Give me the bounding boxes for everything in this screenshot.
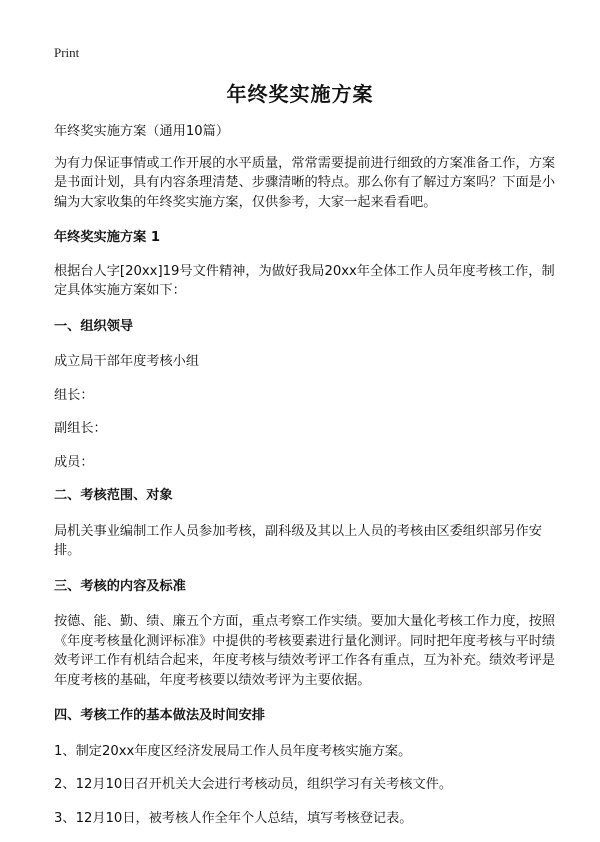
org-line: 成立局干部年度考核小组 xyxy=(54,354,200,369)
step-2: 2、12月10日召开机关大会进行考核动员，组织学习有关考核文件。 xyxy=(54,777,453,792)
vice-leader-line: 副组长： xyxy=(54,421,107,436)
section-intro-paragraph: 根据台人字[20xx]19号文件精神，为做好我局20xx年全体工作人员年度考核工作，制定具体实施方案如下： xyxy=(54,263,555,298)
print-link[interactable]: Print xyxy=(54,45,80,60)
article-subtitle: 年终奖实施方案（通用10篇） xyxy=(54,124,230,139)
section-title: 年终奖实施方案 1 xyxy=(54,230,161,245)
heading-procedure: 四、考核工作的基本做法及时间安排 xyxy=(54,708,265,723)
step-1: 1、制定20xx年度区经济发展局工作人员年度考核实施方案。 xyxy=(54,743,412,759)
members-line: 成员： xyxy=(54,454,94,470)
scope-paragraph: 局机关事业编制工作人员参加考核，副科级及其以上人员的考核由区委组织部另作安排。 xyxy=(54,523,542,558)
article-body xyxy=(54,122,556,842)
page-title: 年终奖实施方案 xyxy=(226,82,374,106)
content-standard-paragraph: 按德、能、勤、绩、廉五个方面，重点考察工作实绩。要加大量化考核工作力度，按照《年度考核量化测评标准》中提供的考核要素进行量化测评。同时把年度考核与平时绩效考评工作有机结合起来，年度考核与绩效考评工作各有重点，互为补充。绩效考评是年度考核的基础，年度考核要以绩效考评为主要依据。 xyxy=(54,614,556,688)
leader-line: 组长： xyxy=(54,387,94,403)
heading-scope: 二、考核范围、对象 xyxy=(54,488,173,503)
intro-paragraph: 为有力保证事情或工作开展的水平质量，常常需要提前进行细致的方案准备工作，方案是书面计划，具有内容条理清楚、步骤清晰的特点。那么你有了解过方案吗？下面是小编为大家收集的年终奖实施方案，仅供参考，大家一起来看看吧。 xyxy=(54,155,556,210)
heading-organization: 一、组织领导 xyxy=(54,318,134,334)
step-3: 3、12月10日，被考核人作全年个人总结，填写考核登记表。 xyxy=(54,810,413,826)
heading-content-standard: 三、考核的内容及标准 xyxy=(54,578,186,594)
